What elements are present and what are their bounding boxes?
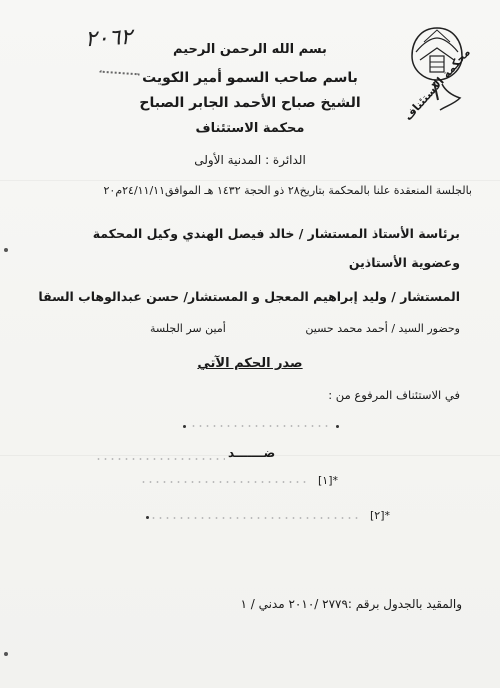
presence-line: وحضور السيد / أحمد محمد حسين (305, 322, 460, 335)
against-label: ضـــــــد (228, 446, 276, 460)
verdict-heading: صدر الحكم الآتي (197, 356, 303, 371)
registry-line: والمقيد بالجدول برقم :٢٧٧٩ /٢٠١٠ مدني / ١ (240, 597, 462, 611)
appeal-from-label: في الاستئناف المرفوع من : (328, 388, 460, 402)
redacted-party-two (150, 517, 360, 519)
scan-dot (4, 652, 8, 656)
emblem-caption: محكمة الاستئناف (401, 45, 473, 124)
session-date-line: بالجلسة المنعقدة علنا بالمحكمة بتاريخ٢٨ ذو الحجة ١٤٣٢ هـ الموافق٢٤/١١/١١م٢٠ (103, 184, 472, 197)
secretary-label: أمين سر الجلسة (150, 322, 226, 335)
redaction-dot (146, 516, 149, 519)
redaction-dot (336, 425, 339, 428)
basmala: بسم الله الرحمن الرحيم (173, 42, 327, 57)
redaction-dot (183, 425, 186, 428)
redacted-name (190, 425, 330, 427)
handwritten-number: ٢٠٦٢ (84, 24, 133, 53)
members-line: وعضوية الأستاذين (348, 255, 460, 270)
scan-dot (4, 248, 8, 252)
redacted-text (95, 458, 225, 460)
emir-name: الشيخ صباح الأحمد الجابر الصباح (139, 95, 361, 111)
handwritten-mark (100, 61, 141, 76)
circuit-name: الدائرة : المدنية الأولى (194, 153, 306, 167)
in-name-line: باسم صاحب السمو أمير الكويت (142, 70, 358, 86)
scan-artifact (0, 180, 500, 181)
court-name: محكمة الاستئناف (195, 121, 305, 136)
party-one-marker: *[١] (318, 474, 339, 487)
party-two-marker: *[٢] (370, 509, 391, 522)
presidency-line: برئاسة الأستاذ المستشار / خالد فيصل الهندي وكيل المحكمة (92, 226, 460, 241)
redacted-party-one (140, 481, 310, 483)
counsellors-line: المستشار / وليد إبراهيم المعجل و المستشار/ حسن عبدالوهاب السقا (38, 289, 460, 304)
